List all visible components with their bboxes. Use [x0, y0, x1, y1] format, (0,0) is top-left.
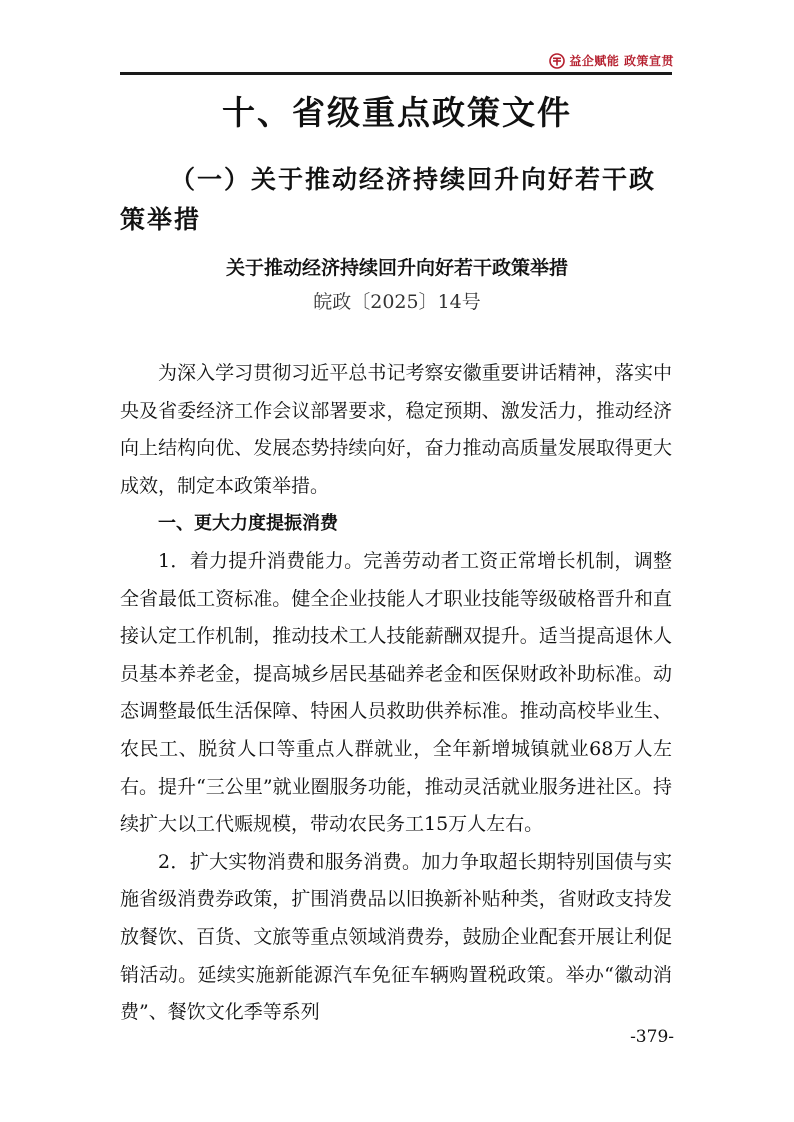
intro-paragraph: 为深入学习贯彻习近平总书记考察安徽重要讲话精神，落实中央及省委经济工作会议部署要求，稳定预期、激发活力，推动经济向上结构向优、发展态势持续向好，奋力推动高质量发展取得更大成效，制定本政策举措。	[120, 362, 672, 497]
section-heading: 一、更大力度提振消费	[158, 513, 338, 535]
item-paragraph-2: 2．扩大实物消费和服务消费。加力争取超长期特别国债与实施省级消费券政策，扩围消费品以旧换新补贴种类，省财政支持发放餐饮、百货、文旅等重点领域消费券，鼓励企业配套开展让利促销活动。延续实施新能源汽车免征车辆购置税政策。举办“徽动消费”、餐饮文化季等系列	[120, 850, 672, 1024]
page-number: -379-	[630, 1027, 674, 1047]
logo-text: 益企赋能 政策宣贯	[569, 54, 674, 68]
sub-title: （一）关于推动经济持续回升向好若干政策举措	[120, 165, 657, 234]
header-logo	[549, 52, 674, 69]
document-title: 关于推动经济持续回升向好若干政策举措	[225, 257, 568, 279]
logo-icon	[549, 53, 565, 69]
body-text	[120, 355, 672, 1032]
item-paragraph-1: 1．着力提升消费能力。完善劳动者工资正常增长机制，调整全省最低工资标准。健全企业技能人才职业技能等级破格晋升和直接认定工作机制，推动技术工人技能薪酬双提升。适当提高退休人员基本养老金，提高城乡居民基础养老金和医保财政补助标准。动态调整最低生活保障、特困人员救助供养标准。推动高校毕业生、农民工、脱贫人口等重点人群就业，全年新增城镇就业68万人左右。提升“三公里”就业圈服务功能，推动灵活就业服务进社区。持续扩大以工代赈规模，带动农民务工15万人左右。	[120, 549, 672, 836]
header-rule	[120, 72, 672, 75]
document-number: 皖政〔2025〕14号	[313, 291, 481, 313]
main-title: 十、省级重点政策文件	[222, 93, 572, 132]
